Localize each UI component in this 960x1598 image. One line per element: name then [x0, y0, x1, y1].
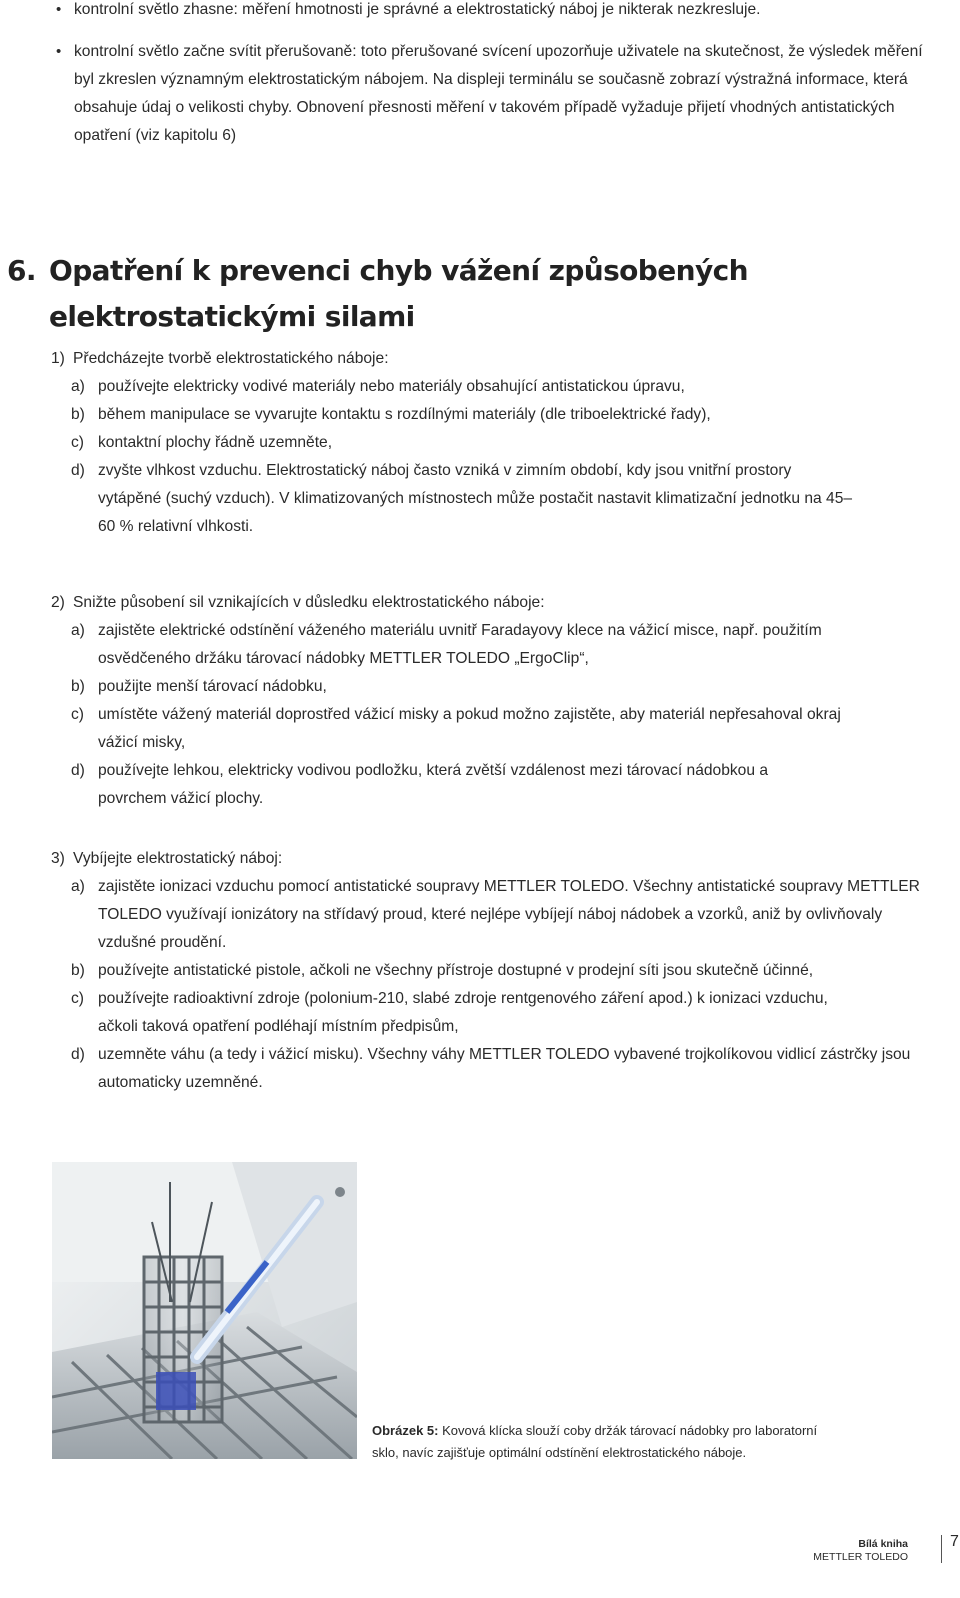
- list-item: [51, 457, 858, 541]
- section-heading: [7, 248, 907, 340]
- cage-holder-photo: [52, 1162, 357, 1459]
- item-text: během manipulace se vyvarujte kontaktu s rozdílnými materiály (dle triboelektrické řady),: [98, 406, 711, 423]
- group-title: [51, 345, 931, 373]
- group-title-text: Snižte působení sil vznikajících v důsledku elektrostatického náboje:: [73, 594, 545, 611]
- list-item: [51, 957, 931, 985]
- list-item: [51, 985, 848, 1041]
- section-number: 6.: [7, 254, 36, 287]
- caption-text: Kovová klícka slouží coby držák tárovací nádobky pro laboratorní sklo, navíc zajišťuje optimální odstínění elektrostatického náboje.: [372, 1423, 818, 1460]
- section-title-line1: Opatření k prevenci chyb vážení způsobených: [49, 254, 748, 287]
- item-text: používejte radioaktivní zdroje (polonium-210, slabé zdroje rentgenového záření apod.) k ionizaci vzduchu, ačkoli taková opatření podléhají místním předpisům,: [98, 990, 828, 1035]
- page-footer: [813, 1538, 908, 1564]
- item-label: a): [71, 622, 85, 639]
- footer-title: Bílá kniha: [858, 1538, 908, 1550]
- group-title-text: Vybíjejte elektrostatický náboj:: [73, 850, 283, 867]
- list-item: [51, 673, 931, 701]
- group-number: 3): [51, 850, 65, 867]
- footer-divider: [941, 1535, 942, 1563]
- item-text: uzemněte váhu (a tedy i vážicí misku). Všechny váhy METTLER TOLEDO vybavené trojkolíkovou vidlicí zástrčky jsou automaticky uzemněné.: [98, 1046, 911, 1091]
- list-item: [51, 373, 931, 401]
- group-title: [51, 589, 931, 617]
- item-text: umístěte vážený materiál doprostřed vážicí misky a pokud možno zajistěte, aby materiál nepřesahoval okraj vážicí misky,: [98, 706, 841, 751]
- figure-caption: [372, 1420, 832, 1464]
- item-label: b): [71, 678, 85, 695]
- item-label: d): [71, 1046, 85, 1063]
- item-label: c): [71, 434, 84, 451]
- group-number: 1): [51, 350, 65, 367]
- list-item: [51, 617, 843, 673]
- caption-label: Obrázek 5:: [372, 1423, 439, 1438]
- list-item: [51, 757, 778, 813]
- item-label: c): [71, 990, 84, 1007]
- item-label: c): [71, 706, 84, 723]
- item-text: použijte menší tárovací nádobku,: [98, 678, 327, 695]
- footer-brand: METTLER TOLEDO: [813, 1551, 908, 1563]
- item-text: zajistěte ionizaci vzduchu pomocí antistatické soupravy METTLER TOLEDO. Všechny antistatické soupravy METTLER TOLEDO využívají ionizátory na střídavý proud, které nejlépe vybíjejí náboj nádobek a vzorků, aniž by ovlivňovaly vzdušné proudění.: [98, 878, 920, 951]
- bullet-list: [56, 0, 946, 150]
- group-number: 2): [51, 594, 65, 611]
- item-label: a): [71, 878, 85, 895]
- bullet-item: • kontrolní světlo zhasne: měření hmotnosti je správné a elektrostatický náboj je nikterak nezkresluje.: [56, 0, 946, 24]
- item-text: používejte lehkou, elektricky vodivou podložku, která zvětší vzdálenost mezi tárovací nádobkou a povrchem vážicí plochy.: [98, 762, 769, 807]
- group-title-text: Předcházejte tvorbě elektrostatického náboje:: [73, 350, 389, 367]
- bullet-item: • kontrolní světlo začne svítit přerušovaně: toto přerušované svícení upozorňuje uživatele na skutečnost, že výsledek měření byl zkreslen významným elektrostatickým nábojem. Na displeji terminálu se současně zobrazí výstražná informace, která obsahuje údaj o velikosti chyby. Obnovení přesnosti měření v takovém případě vyžaduje přijetí vhodných antistatických opatření (viz kapitolu 6): [56, 38, 946, 150]
- item-text: zajistěte elektrické odstínění váženého materiálu uvnitř Faradayovy klece na vážicí misce, např. použitím osvědčeného držáku tárovací nádobky METTLER TOLEDO „ErgoClip“,: [98, 622, 822, 667]
- item-label: a): [71, 378, 85, 395]
- measure-group-3: [51, 845, 931, 1097]
- measure-group-2: [51, 589, 931, 813]
- item-text: zvyšte vlhkost vzduchu. Elektrostatický náboj často vzniká v zimním období, kdy jsou vnitřní prostory vytápěné (suchý vzduch). V klimatizovaných místnostech může postačit nastavit klimatizační jednotku na 45–60 % relativní vlhkosti.: [98, 462, 853, 535]
- item-label: d): [71, 462, 85, 479]
- item-text: používejte elektricky vodivé materiály nebo materiály obsahující antistatickou úpravu,: [98, 378, 685, 395]
- list-item: [51, 873, 928, 957]
- item-label: b): [71, 962, 85, 979]
- item-text: používejte antistatické pistole, ačkoli ne všechny přístroje dostupné v prodejní síti jsou skutečně účinné,: [98, 962, 814, 979]
- section-title-line2: elektrostatickými silami: [49, 300, 415, 333]
- list-item: [51, 1041, 958, 1097]
- measure-group-1: [51, 345, 931, 541]
- item-label: b): [71, 406, 85, 423]
- list-item: [51, 701, 858, 757]
- page-number: 7: [950, 1533, 959, 1550]
- list-item: [51, 401, 931, 429]
- item-label: d): [71, 762, 85, 779]
- cage-holder-illustration: [52, 1162, 357, 1459]
- group-title: [51, 845, 931, 873]
- list-item: [51, 429, 931, 457]
- item-text: kontaktní plochy řádně uzemněte,: [98, 434, 333, 451]
